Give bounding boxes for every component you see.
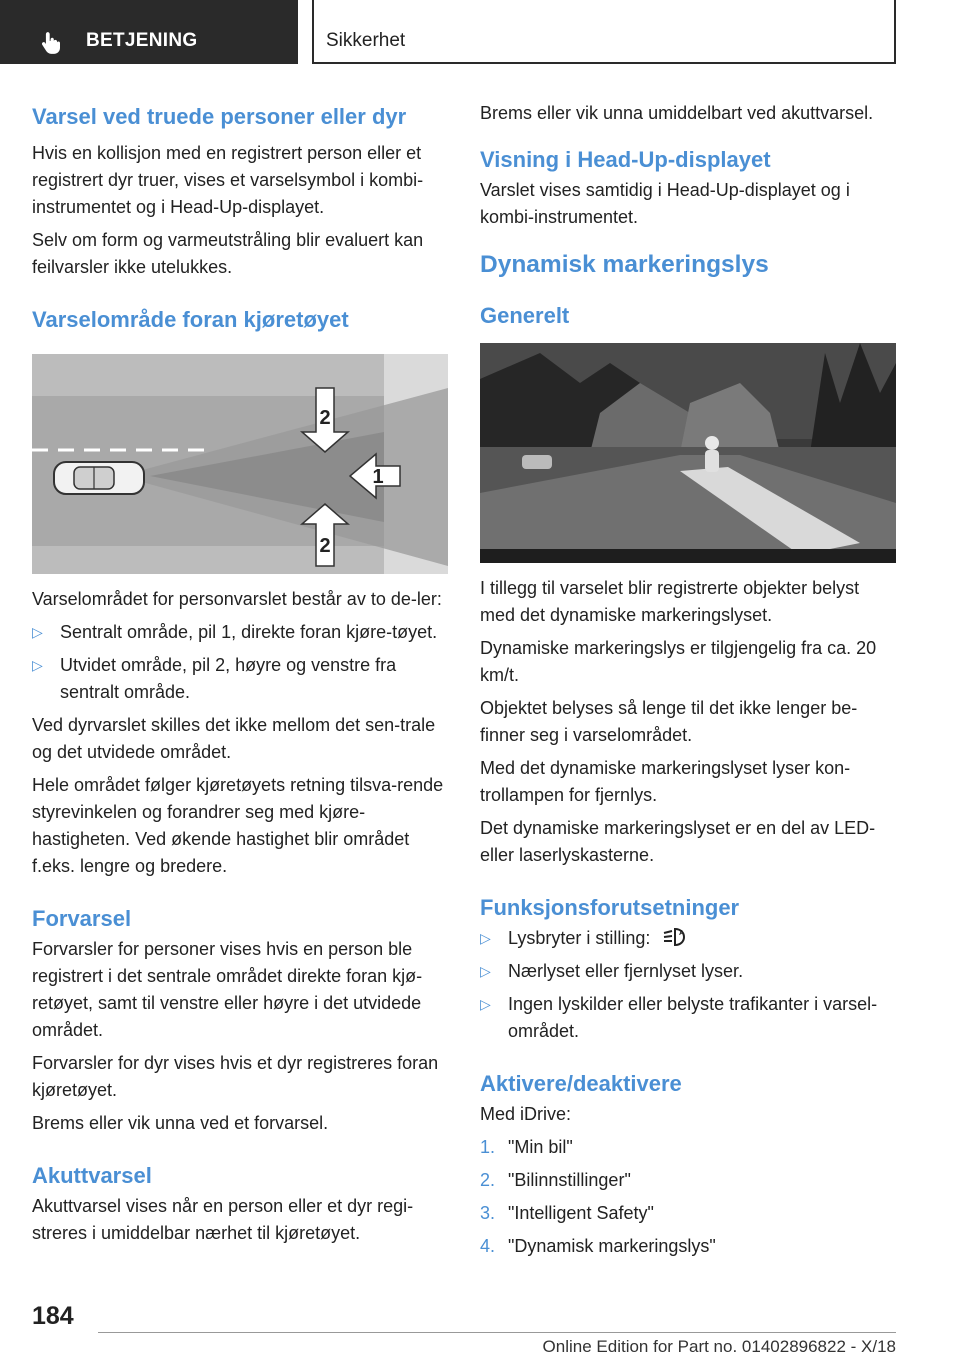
figure-label: 2 xyxy=(319,535,331,557)
list-item: ▷ Nærlyset eller fjernlyset lyser. xyxy=(480,958,896,985)
chapter-title: Sikkerhet xyxy=(326,30,406,51)
paragraph: Brems eller vik unna umiddelbart ved akuttvarsel. xyxy=(480,103,874,123)
paragraph: Hele området følger kjøretøyets retning tilsva-rende styrevinkelen og forandrer seg med kjøre-hastigheten. Ved økende hastighet blir området f.eks. lengre og bredere. xyxy=(32,775,444,876)
edition-text: Online Edition for Part no. 01402896822 - X/18 xyxy=(542,1337,896,1356)
bullet-triangle-icon: ▷ xyxy=(480,963,491,979)
night-road-illustration xyxy=(480,343,896,563)
list-item: ▷ Ingen lyskilder eller belyste trafikanter i varsel-området. xyxy=(480,991,896,1045)
heading-activate: Aktivere/deaktivere xyxy=(480,1071,682,1096)
paragraph: Det dynamiske markeringslyset er en del av LED- eller laserlyskasterne. xyxy=(480,818,876,865)
bullet-triangle-icon: ▷ xyxy=(480,930,491,946)
paragraph: Forvarsler for personer vises hvis en person ble registrert i det sentrale området direkte foran kjø-retøyet, samt til venstre eller høyre i det utvidede området. xyxy=(32,939,423,1040)
paragraph: Med iDrive: xyxy=(480,1104,572,1124)
hand-pointer-icon xyxy=(38,30,64,56)
heading-general: Generelt xyxy=(480,303,570,328)
list-item: 3. "Intelligent Safety" xyxy=(480,1203,654,1223)
heading-prewarning: Forvarsel xyxy=(32,906,132,931)
bullet-triangle-icon: ▷ xyxy=(32,624,43,640)
paragraph: Varselområdet for personvarslet består av to de-ler: xyxy=(32,589,442,609)
paragraph: Brems eller vik unna ved et forvarsel. xyxy=(32,1113,329,1133)
paragraph: Dynamiske markeringslys er tilgjengelig fra ca. 20 km/t. xyxy=(480,638,877,685)
heading-warning: Varsel ved truede personer eller dyr xyxy=(32,104,407,129)
bullet-triangle-icon: ▷ xyxy=(480,996,491,1012)
figure-label: 2 xyxy=(319,407,331,429)
paragraph: Forvarsler for dyr vises hvis et dyr registreres foran kjøretøyet. xyxy=(32,1053,439,1100)
list-item: ▷ Lysbryter i stilling: A xyxy=(480,925,896,952)
heading-hud: Visning i Head-Up-displayet xyxy=(480,147,771,172)
paragraph: I tillegg til varselet blir registrerte objekter belyst med det dynamiske markeringslyset. xyxy=(480,578,860,625)
footer-divider xyxy=(98,1332,896,1333)
heading-dynamic-light: Dynamisk markeringslys xyxy=(480,251,769,278)
paragraph: Hvis en kollisjon med en registrert person eller et registrert dyr truer, vises et varselsymbol i kombi-instrumentet og i Head-Up-displayet. xyxy=(32,143,424,217)
section-tab xyxy=(0,0,298,64)
chapter-tab xyxy=(312,0,896,64)
heading-warning-area: Varselområde foran kjøretøyet xyxy=(32,307,349,332)
page-number: 184 xyxy=(32,1302,74,1330)
heading-acute: Akuttvarsel xyxy=(32,1163,152,1188)
list-item: ▷ Utvidet område, pil 2, høyre og venstre fra sentralt område. xyxy=(32,652,448,706)
left-column xyxy=(32,100,448,1247)
car-icon xyxy=(54,462,144,494)
warning-area-diagram xyxy=(32,354,448,574)
paragraph: Akuttvarsel vises når en person eller et dyr regi-streres i umiddelbar nærhet til kjøretøyet. xyxy=(32,1196,414,1243)
list-item: ▷ Sentralt område, pil 1, direkte foran kjøre-tøyet. xyxy=(32,619,448,646)
heading-requirements: Funksjonsforutsetninger xyxy=(480,895,740,920)
section-title: BETJENING xyxy=(86,30,198,51)
list-item: 1. "Min bil" xyxy=(480,1137,573,1157)
list-item: 4. "Dynamisk markeringslys" xyxy=(480,1236,716,1256)
bullet-triangle-icon: ▷ xyxy=(32,657,43,673)
figure-label: 1 xyxy=(372,466,384,488)
paragraph: Ved dyrvarslet skilles det ikke mellom det sen-trale og det utvidede området. xyxy=(32,715,436,762)
paragraph: Selv om form og varmeutstråling blir evaluert kan feilvarsler ikke utelukkes. xyxy=(32,230,424,277)
paragraph: Varslet vises samtidig i Head-Up-displayet og i kombi-instrumentet. xyxy=(480,180,850,227)
headlight-auto-icon xyxy=(661,926,687,948)
svg-text:A: A xyxy=(679,930,685,937)
paragraph: Med det dynamiske markeringslyset lyser kon-trollampen for fjernlys. xyxy=(480,758,851,805)
paragraph: Objektet belyses så lenge til det ikke lenger be-finner seg i varselområdet. xyxy=(480,698,858,745)
right-column xyxy=(480,100,896,1260)
list-item: 2. "Bilinnstillinger" xyxy=(480,1170,631,1190)
